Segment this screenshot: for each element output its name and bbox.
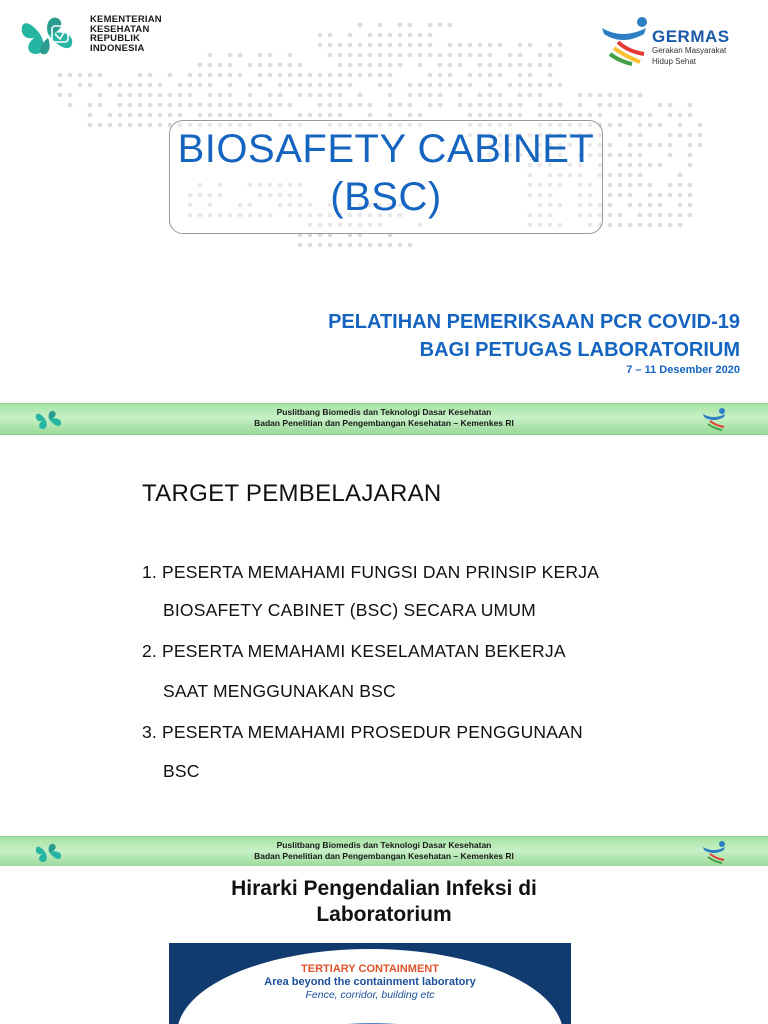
germas-figure-icon: [700, 407, 728, 431]
containment-diagram: [169, 943, 571, 1024]
banner-line: Puslitbang Biomedis dan Teknologi Dasar Kesehatan: [276, 840, 492, 850]
training-subtitle: BAGI PETUGAS LABORATORIUM: [419, 339, 740, 361]
learning-target-slide: [0, 436, 768, 834]
main-title-line: BIOSAFETY CABINET: [177, 127, 595, 171]
banner-line: Badan Penelitian dan Pengembangan Kesehatan – Kemenkes RI: [254, 851, 514, 861]
list-item-continuation: SAAT MENGGUNAKAN BSC: [163, 681, 396, 701]
institution-banner: [0, 836, 768, 868]
diagram-subheading: Area beyond the containment laboratory: [264, 976, 476, 988]
list-item: 3. PESERTA MEMAHAMI PROSEDUR PENGGUNAAN: [142, 722, 583, 742]
ministry-line: REPUBLIK: [90, 33, 141, 44]
germas-tagline: Gerakan Masyarakat: [652, 46, 727, 55]
banner-line: Badan Penelitian dan Pengembangan Kesehatan – Kemenkes RI: [254, 418, 514, 428]
ministry-line: KEMENTERIAN: [90, 14, 162, 25]
training-title: PELATIHAN PEMERIKSAAN PCR COVID-19: [328, 311, 740, 333]
kemenkes-logo: [18, 12, 162, 56]
germas-figure-icon: [596, 14, 652, 66]
ministry-line: KESEHATAN: [90, 23, 150, 35]
diagram-note: Fence, corridor, building etc: [305, 989, 435, 1001]
kemenkes-emblem-icon: [18, 12, 84, 56]
germas-figure-icon: [700, 840, 728, 864]
hierarchy-slide: [0, 866, 768, 1024]
list-item: 2. PESERTA MEMAHAMI KESELAMATAN BEKERJA: [142, 641, 566, 661]
slide-title: TARGET PEMBELAJARAN: [142, 480, 442, 507]
title-slide: [0, 0, 768, 400]
list-item: 1. PESERTA MEMAHAMI FUNGSI DAN PRINSIP KERJA: [142, 562, 600, 582]
list-item-continuation: BSC: [163, 761, 200, 781]
institution-banner: [0, 403, 768, 435]
title-box: [169, 120, 603, 234]
main-title-line: (BSC): [330, 175, 442, 219]
list-item-continuation: BIOSAFETY CABINET (BSC) SECARA UMUM: [163, 600, 536, 620]
diagram-heading: TERTIARY CONTAINMENT: [301, 963, 439, 975]
ministry-line: INDONESIA: [90, 42, 145, 54]
training-date: 7 – 11 Desember 2020: [626, 364, 740, 376]
germas-tagline: Hidup Sehat: [652, 56, 697, 66]
slide-title: [0, 876, 768, 928]
germas-logo: [596, 14, 730, 66]
banner-line: Puslitbang Biomedis dan Teknologi Dasar Kesehatan: [276, 407, 492, 417]
slide-title-line: Laboratorium: [316, 903, 452, 926]
germas-title: GERMAS: [652, 27, 730, 46]
slide-title-line: Hirarki Pengendalian Infeksi di: [231, 877, 537, 900]
